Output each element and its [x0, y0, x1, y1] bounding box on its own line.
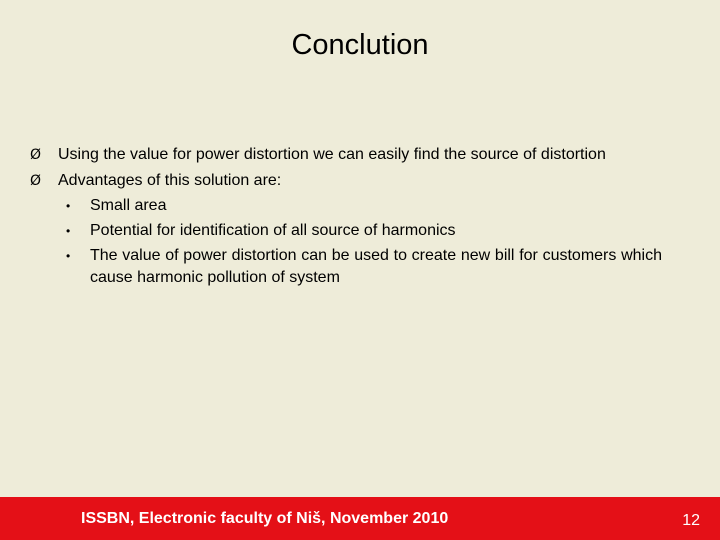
sub-bullet-item [30, 220, 662, 242]
sub-bullet-text: Small area [90, 197, 167, 214]
arrow-bullet-icon: Ø [30, 147, 42, 163]
sub-bullet-text: The value of power distortion can be used to create new bill for customers which cause harmonic pollution of system [90, 247, 662, 286]
slide-content [30, 144, 662, 289]
dot-bullet-icon: • [66, 249, 71, 263]
dot-bullet-icon: • [66, 224, 71, 238]
sub-bullet-text: Potential for identification of all source of harmonics [90, 222, 456, 239]
sub-bullet-item [30, 245, 662, 289]
slide-title: Conclution [291, 29, 429, 61]
arrow-bullet-icon: Ø [30, 173, 42, 189]
dot-bullet-icon: • [66, 199, 71, 213]
footer-text: ISSBN, Electronic faculty of Niš, November 2010 [81, 510, 449, 527]
bullet-text: Advantages of this solution are: [58, 172, 282, 189]
footer-bar [0, 497, 720, 540]
sub-bullet-item [30, 195, 662, 217]
bullet-text: Using the value for power distortion we can easily find the source of distortion [58, 146, 606, 163]
bullet-item [30, 144, 662, 166]
bullet-item [30, 170, 662, 192]
page-number: 12 [682, 512, 700, 529]
